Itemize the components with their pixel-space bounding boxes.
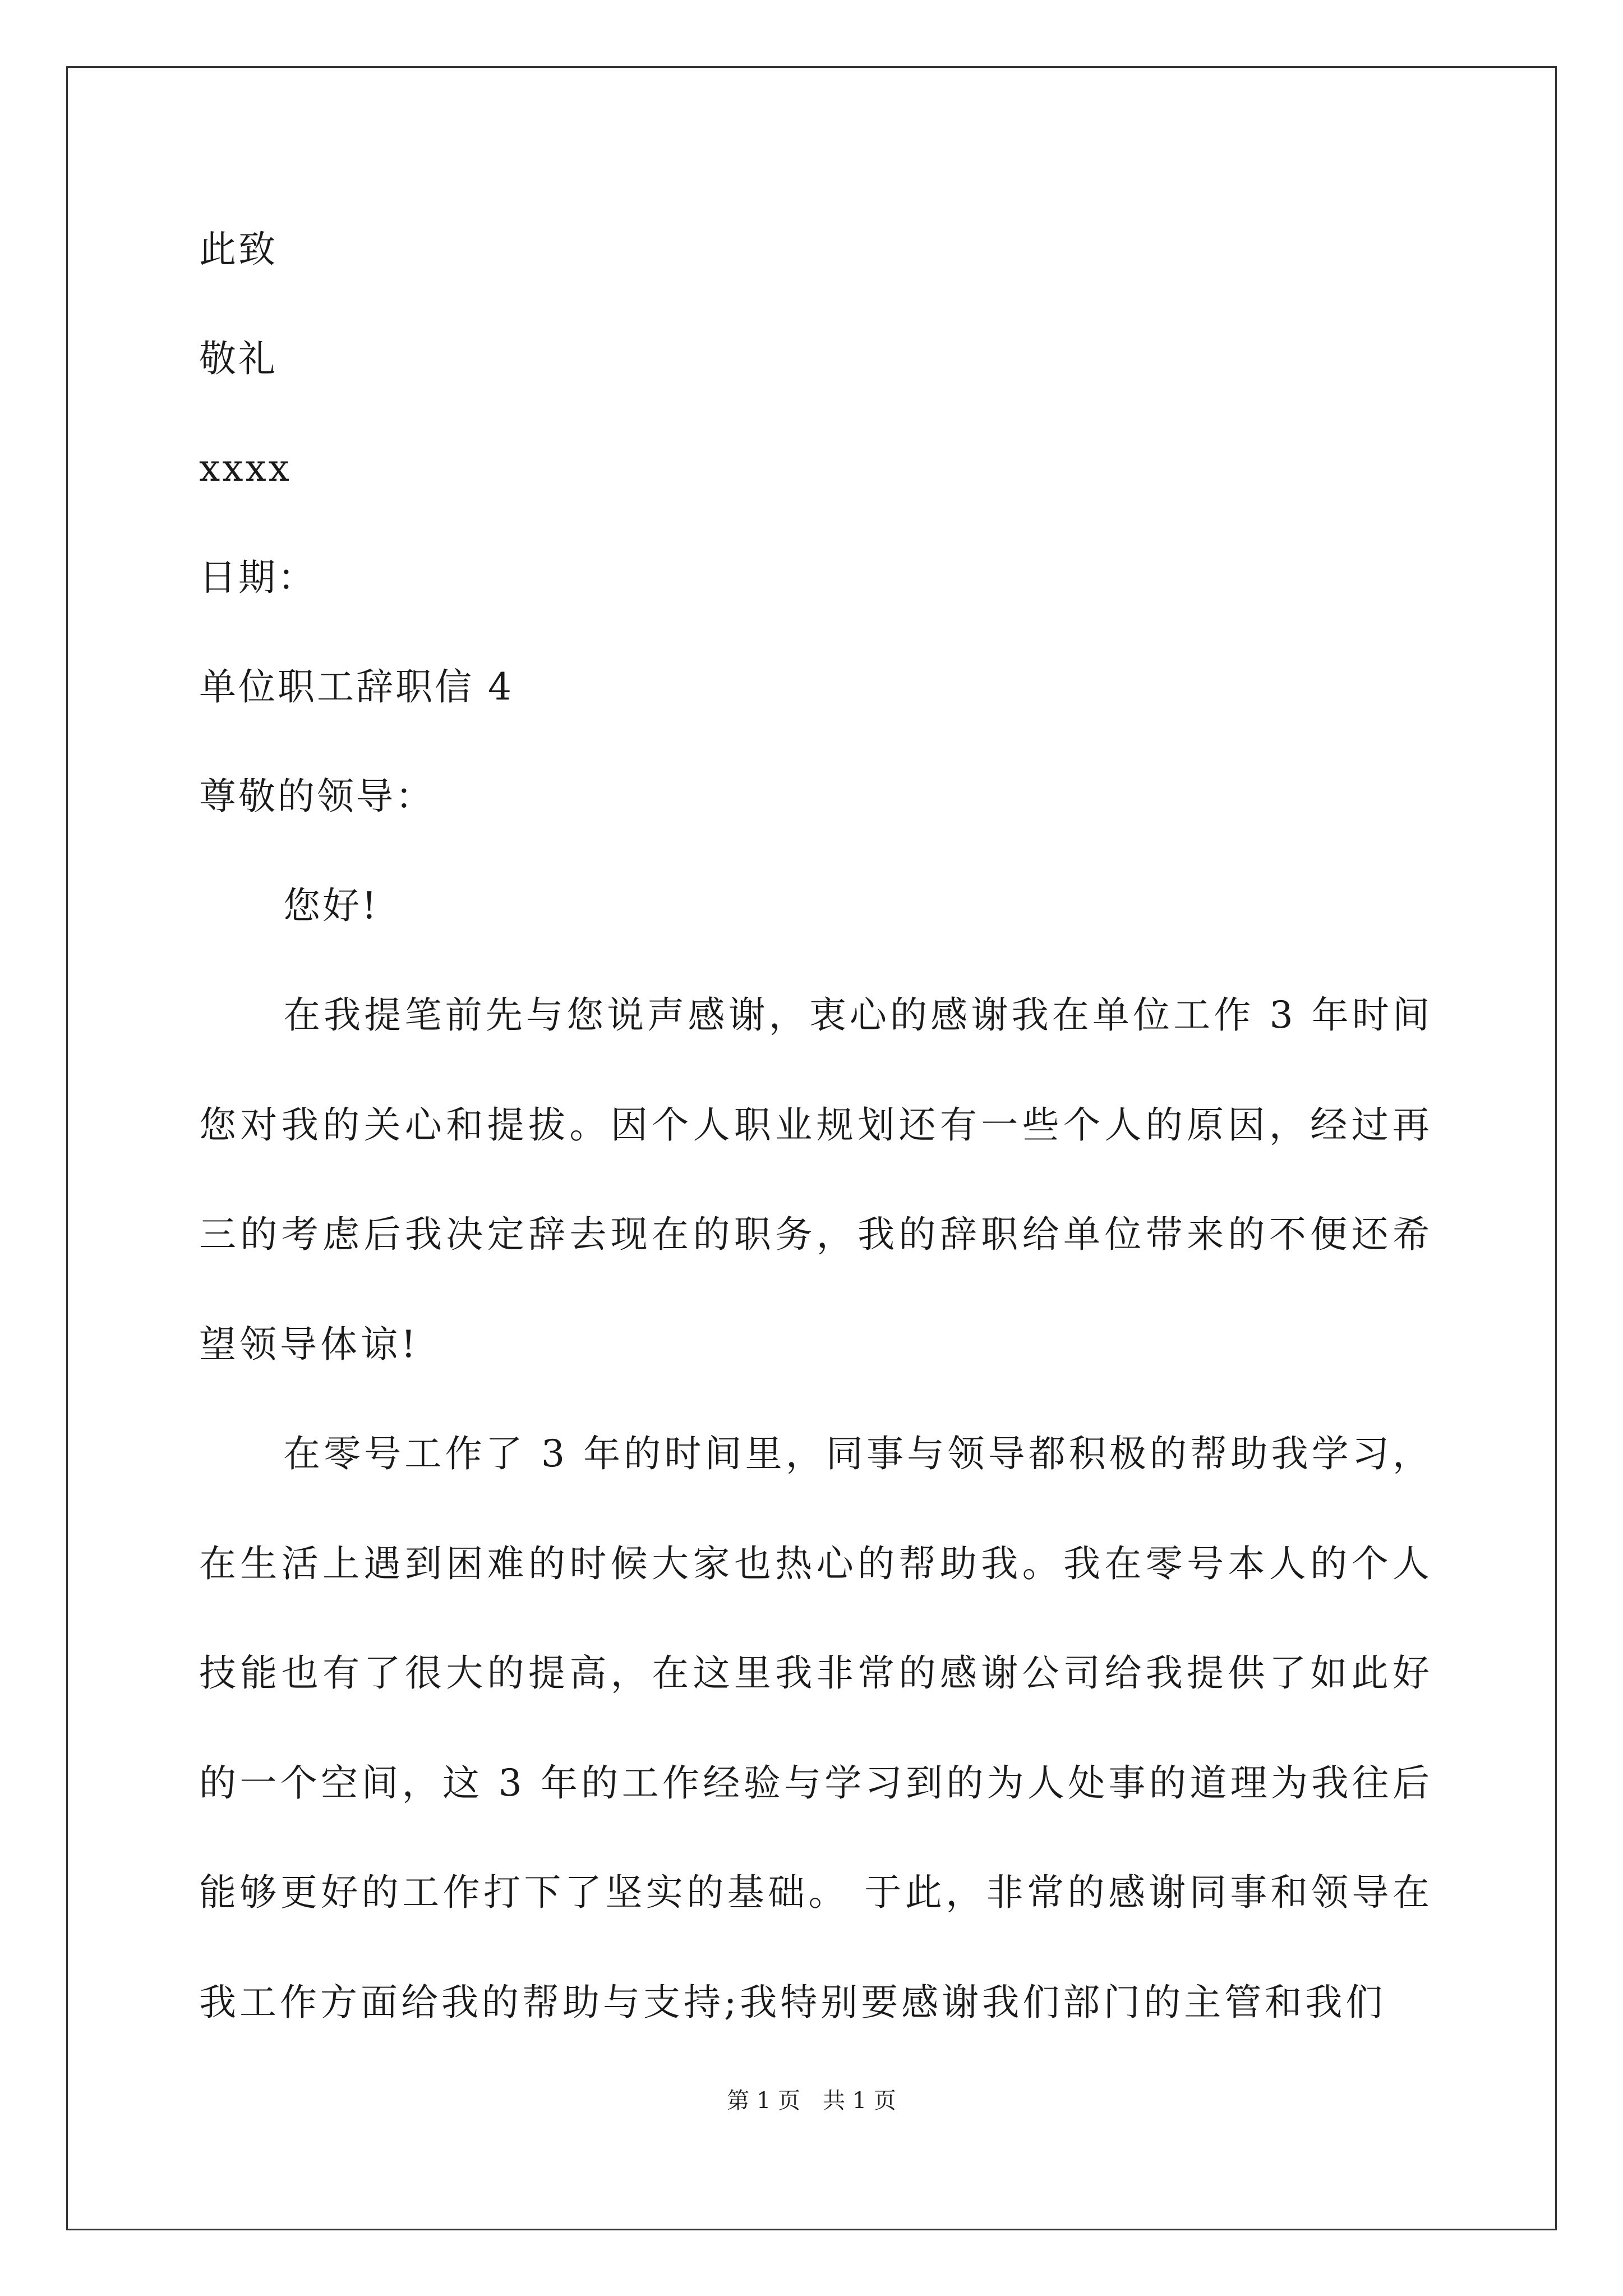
signature: xxxx <box>199 447 292 490</box>
page-footer: 第 1 页 共 1 页 <box>727 2088 896 2114</box>
addressee: 尊敬的领导： <box>199 775 435 818</box>
date-label: 日期： <box>199 556 317 599</box>
greeting: 您好! <box>283 884 379 927</box>
closing-salutation-2: 敬礼 <box>199 337 278 380</box>
letter-title: 单位职工辞职信 4 <box>199 665 514 708</box>
body-paragraph: 在零号工作了 3 年的时间里，同事与领导都积极的帮助我学习，在生活上遇到困难的时候大家也热心的帮助我。我在零号本人的个人技能也有了很大的提高，在这里我非常的感谢公司给我提供了如此好的一个空间，这 3 年的工作经验与学习到的为人处事的道理为我往后能够更好的工作打下了坚实的基础。 于此，非常的感谢同事和领导在我工作方面给我的帮助与支持;我特别要感谢我们部门的主管和我们 <box>199 1432 1433 2024</box>
closing-salutation-1: 此致 <box>199 228 278 271</box>
body-paragraph: 在我提笔前先与您说声感谢，衷心的感谢我在单位工作 3 年时间您对我的关心和提拔。因个人职业规划还有一些个人的原因，经过再三的考虑后我决定辞去现在的职务，我的辞职给单位带来的不便还希望领导体谅! <box>199 993 1433 1366</box>
